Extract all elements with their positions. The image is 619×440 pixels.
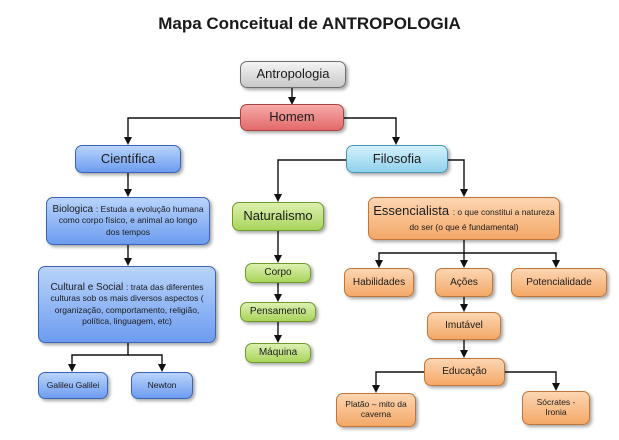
- node-corpo-label: Corpo: [264, 267, 292, 279]
- edge-educacao-socrates: [505, 372, 556, 389]
- node-habilidades-label: Habilidades: [352, 276, 406, 288]
- node-naturalismo: [232, 202, 324, 231]
- node-pensamento-label: Pensamento: [249, 306, 307, 318]
- node-potencialidade-label: Potencialidade: [526, 276, 592, 288]
- node-biologica-desc: : Estuda a evolução humana como corpo físico, e animal ao longo dos tempos: [58, 203, 204, 237]
- node-newton: [131, 372, 193, 399]
- page-title: Mapa Conceitual de ANTROPOLOGIA: [158, 14, 461, 33]
- node-imutavel: [427, 312, 501, 340]
- node-socrates-label: Sócrates - Ironia: [536, 397, 576, 417]
- node-potencialidade: [511, 268, 607, 297]
- node-newton-label: Newton: [147, 379, 177, 390]
- edge-filosofia-naturalismo: [278, 160, 346, 200]
- node-galileu-label: Galileu Galilei: [46, 379, 100, 390]
- node-pensamento: [240, 302, 316, 322]
- node-essencialista-desc: : o que constitui a natureza do ser (o que é fundamental): [409, 206, 555, 232]
- node-cultural-title: Cultural e Social: [50, 281, 124, 293]
- node-essencialista: [368, 197, 560, 240]
- node-cultural-desc: : trata das diferentes culturas sob os mais diversos aspectos ( organização, comportamento, religião, política, linguagem, etc): [50, 281, 204, 326]
- node-antropologia: [240, 61, 346, 88]
- node-cientifica-label: Científica: [100, 150, 156, 166]
- node-corpo: [245, 263, 311, 283]
- node-imutavel-label: Imutável: [445, 320, 483, 332]
- node-acoes: [435, 268, 493, 297]
- node-platao-label: Platão – mito da caverna: [345, 399, 407, 419]
- node-naturalismo-label: Naturalismo: [243, 208, 313, 224]
- node-homem-label: Homem: [269, 109, 315, 125]
- node-filosofia-label: Filosofia: [372, 150, 422, 166]
- node-platao: [336, 393, 416, 427]
- node-galileu: [38, 372, 108, 399]
- node-habilidades: [344, 268, 414, 297]
- node-essencialista-title: Essencialista: [373, 202, 450, 218]
- edge-essencialista-habilidades: [379, 240, 464, 266]
- node-educacao: [424, 358, 505, 386]
- edge-cultural-galileu: [72, 343, 128, 370]
- edge-homem-filosofia: [344, 118, 396, 143]
- node-socrates: [522, 391, 590, 425]
- node-homem: [240, 104, 344, 131]
- edge-educacao-platao: [376, 372, 424, 391]
- node-cientifica: [75, 145, 181, 173]
- node-biologica-title: Biologica: [52, 203, 94, 215]
- node-cultural-social: [38, 266, 216, 343]
- node-antropologia-label: Antropologia: [256, 66, 330, 82]
- node-filosofia: [346, 145, 448, 173]
- edge-cultural-newton: [128, 355, 162, 370]
- node-acoes-label: Ações: [450, 276, 478, 288]
- node-maquina-label: Máquina: [258, 347, 298, 359]
- node-educacao-label: Educação: [442, 366, 487, 378]
- node-biologica: [46, 197, 210, 245]
- edge-homem-cientifica: [128, 118, 240, 143]
- edge-essencialista-potencialidade: [464, 253, 556, 266]
- node-maquina: [245, 343, 311, 363]
- edge-filosofia-essencialista: [448, 160, 464, 195]
